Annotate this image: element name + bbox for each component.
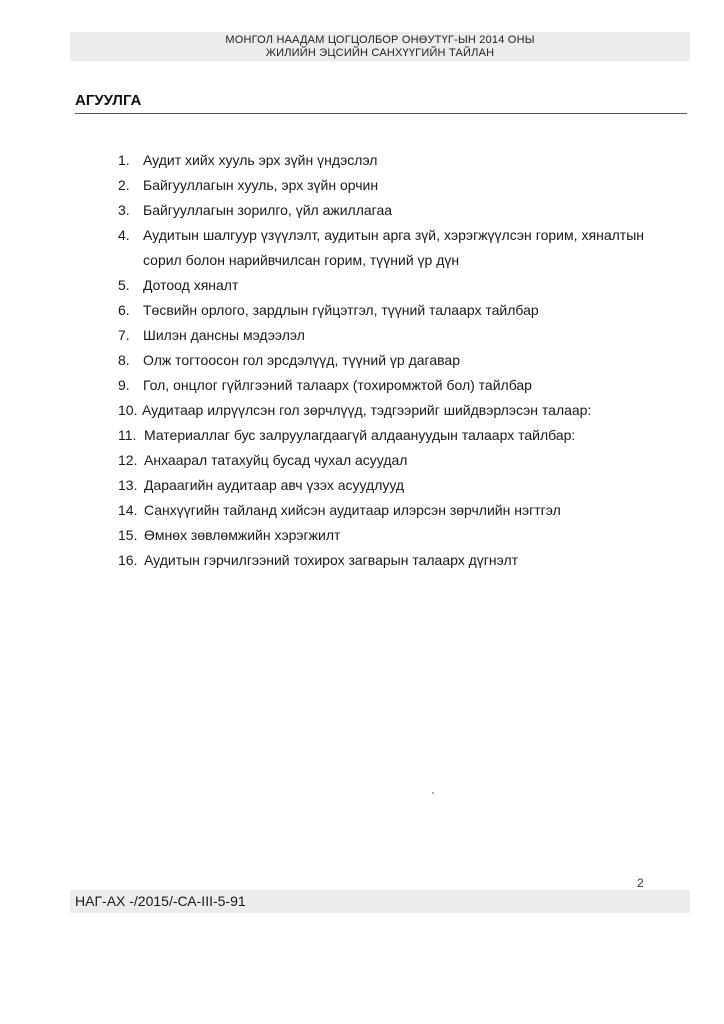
toc-item <box>118 548 644 573</box>
toc-item-text: Аудитын гэрчилгээний тохирох загварын талаарх дүгнэлт <box>144 552 519 568</box>
toc-item <box>118 398 644 423</box>
toc-item-number: 9. <box>118 377 130 393</box>
toc-item-number: 15. <box>118 527 138 543</box>
toc-item <box>118 323 644 348</box>
toc-item <box>118 298 644 323</box>
toc-item-number: 16. <box>118 552 138 568</box>
report-footer <box>70 890 690 913</box>
toc-item-text: Төсвийн орлого, зардлын гүйцэтгэл, түүний талаарх тайлбар <box>143 302 539 318</box>
toc-item-text: Дараагийн аудитаар авч үзэх асуудлууд <box>144 477 405 493</box>
toc-item <box>118 198 644 223</box>
toc-item-number: 4. <box>118 227 130 243</box>
toc-item-number: 6. <box>118 302 130 318</box>
toc-item <box>118 373 644 398</box>
toc-item <box>118 173 644 198</box>
toc-item <box>118 423 644 448</box>
toc-item-text: Байгууллагын зорилго, үйл ажиллагаа <box>143 202 393 218</box>
toc-item-text: Шилэн дансны мэдээлэл <box>143 327 305 343</box>
toc-item-text: Дотоод хяналт <box>143 277 239 293</box>
toc-item-number: 10. <box>118 402 138 418</box>
toc-item-text: Аудитын шалгуур үзүүлэлт, аудитын арга зүй, хэрэгжүүлсэн горим, хяналтын сорил болон нарийвчилсан горим, түүний үр дүн <box>143 227 644 268</box>
toc-item <box>118 523 644 548</box>
toc-item-number: 7. <box>118 327 130 343</box>
toc-item <box>118 498 644 523</box>
toc-item-number: 12. <box>118 452 138 468</box>
toc-item-number: 3. <box>118 202 130 218</box>
toc-item-number: 13. <box>118 477 138 493</box>
toc-item <box>118 273 644 298</box>
toc-item-text: Байгууллагын хууль, эрх зүйн орчин <box>143 177 379 193</box>
toc-item <box>118 448 644 473</box>
header-title-line-1: МОНГОЛ НААДАМ ЦОГЦОЛБОР ОНӨУТҮГ-ЫН 2014 ОНЫ <box>225 34 535 46</box>
header-title-line-2: ЖИЛИЙН ЭЦСИЙН САНХҮҮГИЙН ТАЙЛАН <box>265 47 495 59</box>
toc-item-text: Аудит хийх хууль эрх зүйн үндэслэл <box>143 152 378 168</box>
toc-item-number: 2. <box>118 177 130 193</box>
toc-item-text: Олж тогтоосон гол эрсдэлүүд, түүний үр дагавар <box>143 352 460 368</box>
toc-item <box>118 148 644 173</box>
toc-item-text: Гол, онцлог гүйлгээний талаарх (тохиромжтой бол) тайлбар <box>143 377 532 393</box>
section-title: АГУУЛГА <box>75 92 142 109</box>
toc-item-number: 11. <box>118 427 137 443</box>
toc-item-number: 8. <box>118 352 130 368</box>
report-header <box>70 32 690 61</box>
scan-speck <box>432 792 434 794</box>
toc-item-text: Анхаарал татахуйц бусад чухал асуудал <box>144 452 408 468</box>
toc-item-text: Өмнөх зөвлөмжийн хэрэгжилт <box>144 527 341 543</box>
toc-item-number: 5. <box>118 277 130 293</box>
toc-item-text: Санхүүгийн тайланд хийсэн аудитаар илэрсэн зөрчлийн нэгтгэл <box>144 502 561 518</box>
table-of-contents <box>118 148 644 573</box>
toc-item-text: Аудитаар илрүүлсэн гол зөрчлүүд, тэдгээрийг шийдвэрлэсэн талаар: <box>142 402 592 418</box>
toc-item <box>118 223 644 273</box>
toc-item <box>118 348 644 373</box>
page-number: 2 <box>637 876 644 890</box>
toc-item-text: Материаллаг бус залруулагдаагүй алдаануудын талаарх тайлбар: <box>144 427 576 443</box>
toc-item-number: 1. <box>118 152 130 168</box>
toc-item <box>118 473 644 498</box>
document-code: НАГ-АХ -/2015/-СА-III-5-91 <box>75 893 246 909</box>
title-underline-divider <box>75 113 687 114</box>
toc-item-number: 14. <box>118 502 138 518</box>
